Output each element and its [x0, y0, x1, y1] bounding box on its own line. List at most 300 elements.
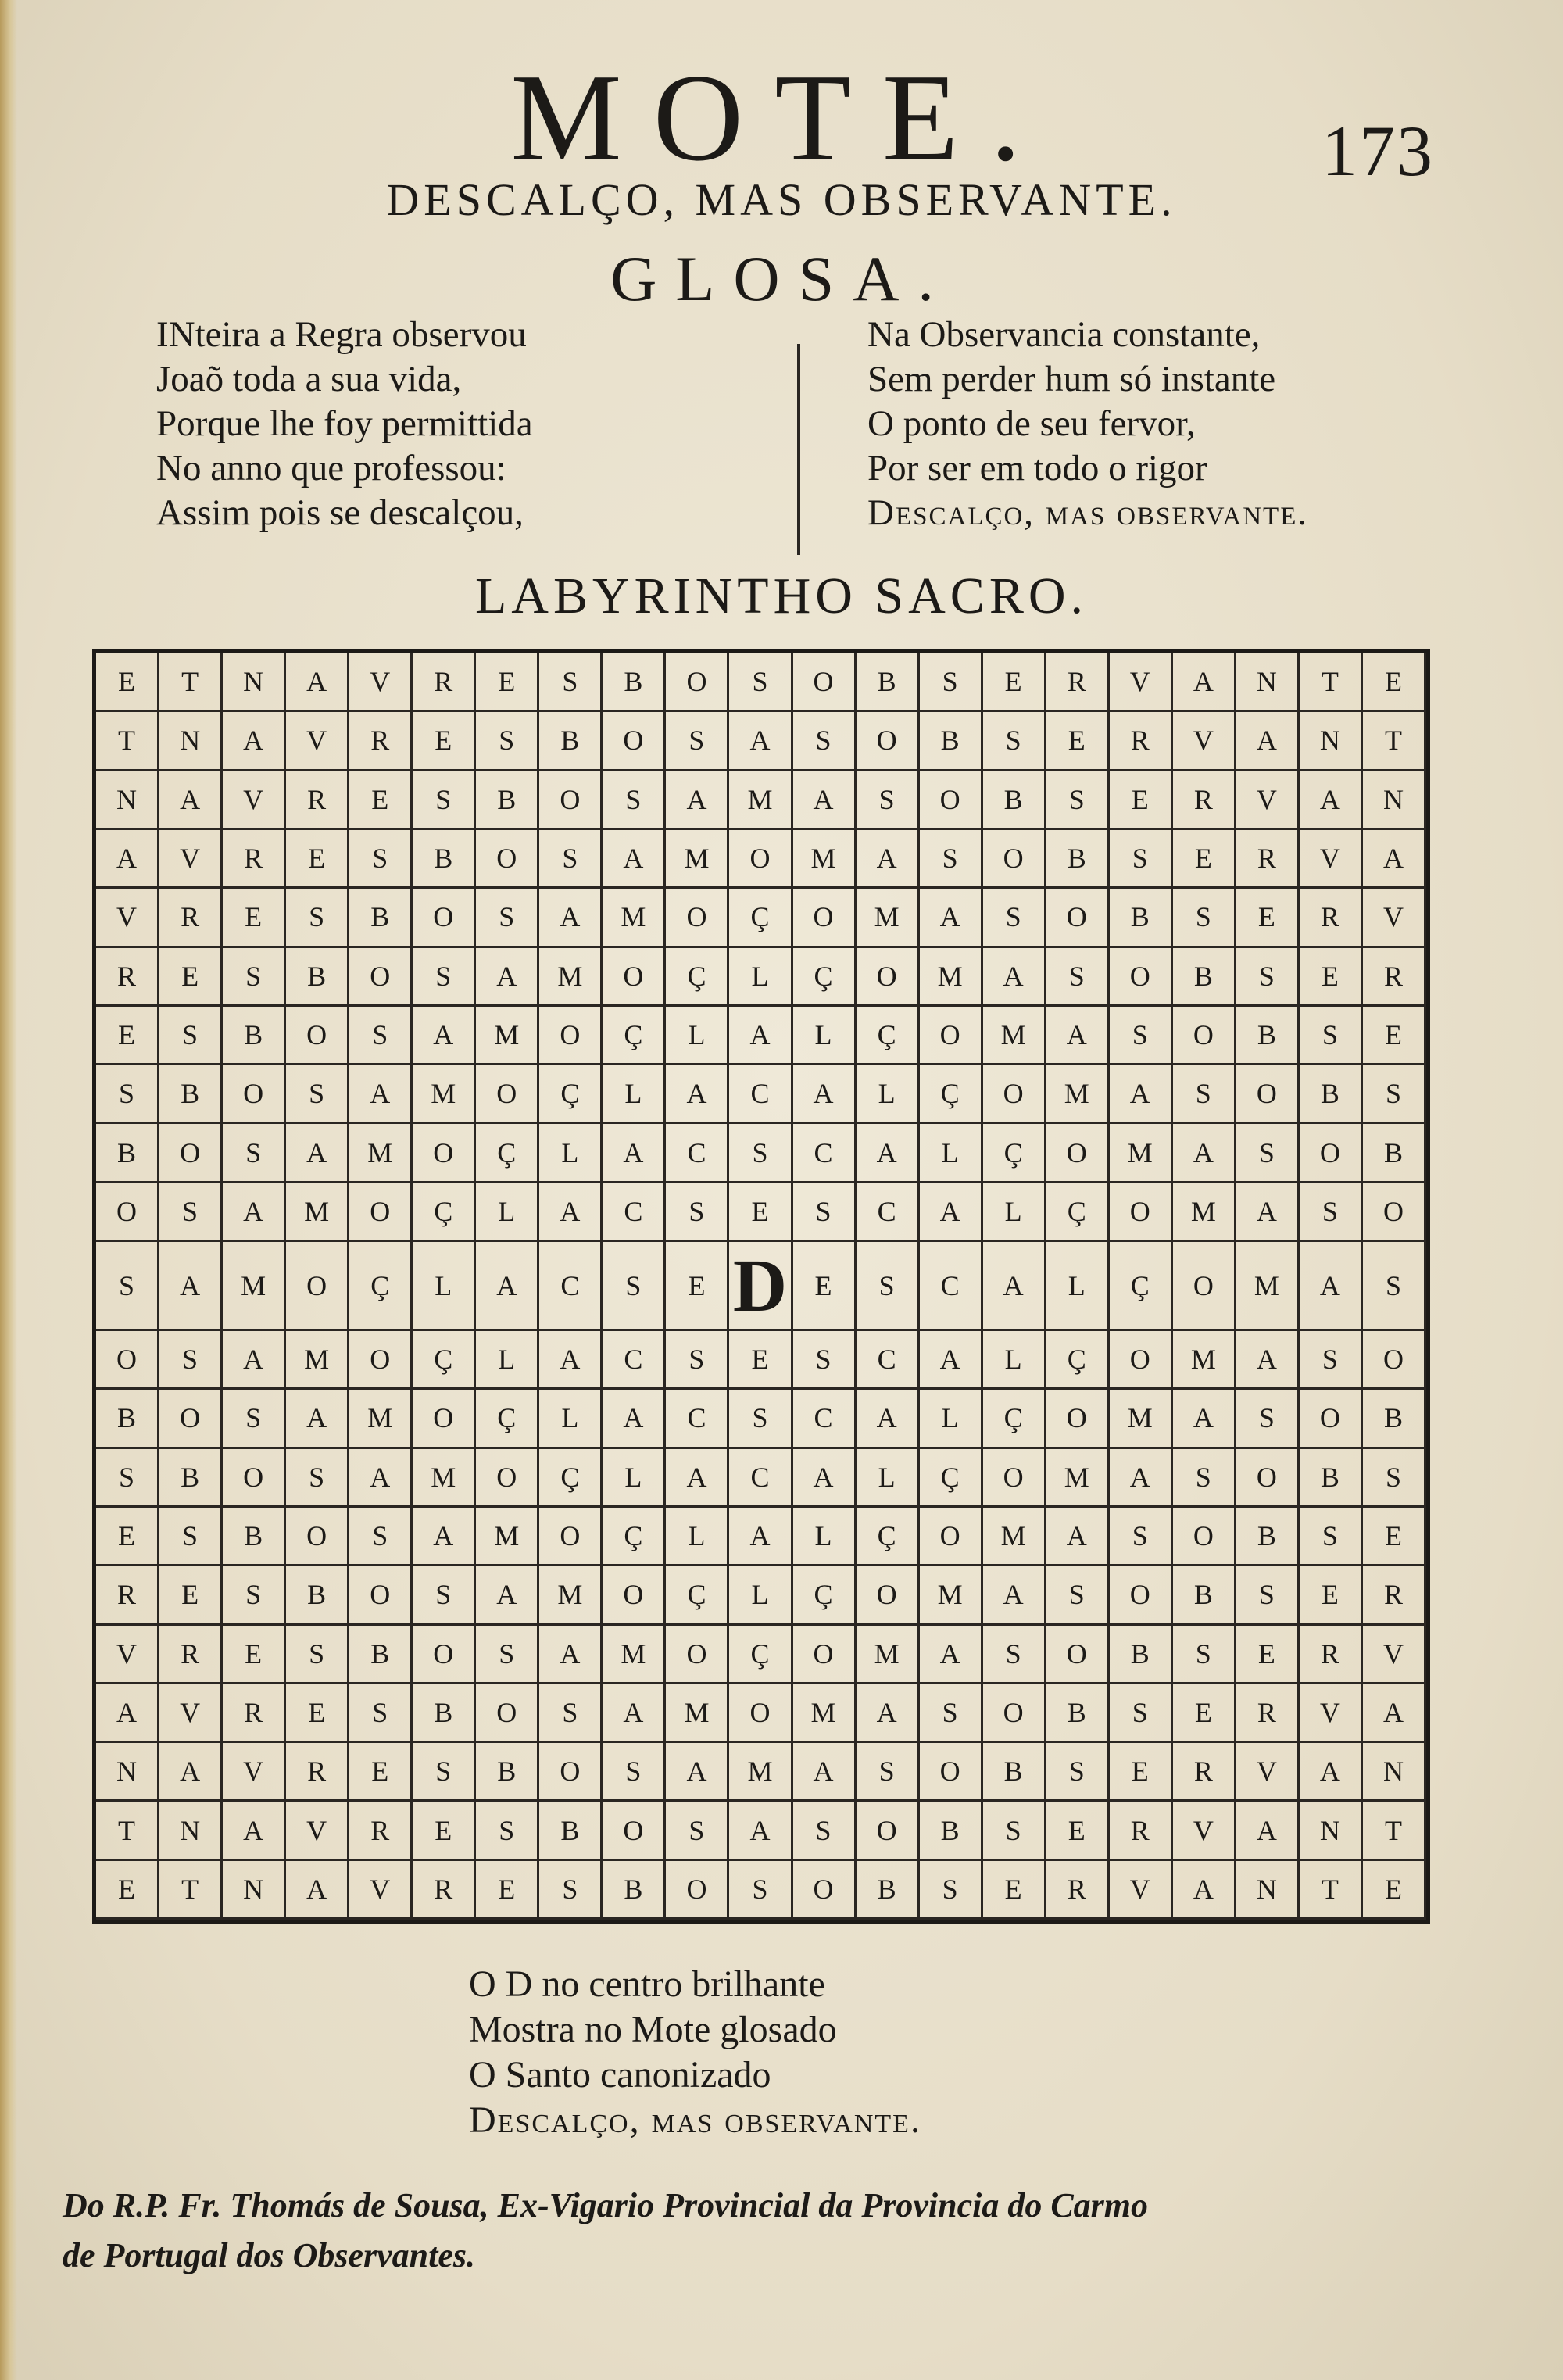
labyrinth-cell: M [476, 1508, 539, 1566]
labyrinth-cell: O [793, 889, 857, 947]
labyrinth-cell: O [413, 1124, 476, 1183]
labyrinth-cell: E [476, 1861, 539, 1920]
labyrinth-cell: Ç [793, 948, 857, 1007]
labyrinth-cell: A [857, 830, 920, 889]
labyrinth-cell: B [223, 1007, 286, 1065]
labyrinth-cell: S [1236, 1566, 1300, 1625]
labyrinth-cell: V [1173, 712, 1236, 771]
labyrinth-cell: O [793, 653, 857, 712]
labyrinth-cell: M [729, 771, 792, 830]
labyrinth-cell: A [1046, 1508, 1110, 1566]
labyrinth-cell: Ç [476, 1390, 539, 1448]
labyrinth-cell: N [1236, 653, 1300, 712]
labyrinth-cell: R [286, 771, 349, 830]
labyrinth-cell: V [1236, 1743, 1300, 1802]
labyrinth-cell: B [159, 1449, 223, 1508]
labyrinth-cell: R [96, 1566, 159, 1625]
labyrinth-cell: O [413, 889, 476, 947]
labyrinth-cell: S [286, 1065, 349, 1124]
labyrinth-cell: O [666, 1861, 729, 1920]
labyrinth-cell: M [983, 1007, 1046, 1065]
labyrinth-cell: E [983, 653, 1046, 712]
labyrinth-cell: S [857, 1242, 920, 1331]
labyrinth-cell: O [1046, 889, 1110, 947]
labyrinth-cell: S [666, 1802, 729, 1860]
labyrinth-cell: A [603, 1684, 666, 1743]
labyrinth-cell: L [603, 1449, 666, 1508]
labyrinth-cell: B [1236, 1508, 1300, 1566]
labyrinth-cell: O [983, 830, 1046, 889]
labyrinth-cell: N [223, 653, 286, 712]
labyrinth-cell: E [1363, 653, 1426, 712]
labyrinth-cell: O [539, 1743, 603, 1802]
labyrinth-cell: E [286, 1684, 349, 1743]
labyrinth-cell: B [983, 771, 1046, 830]
labyrinth-cell: S [1363, 1065, 1426, 1124]
labyrinth-cell: S [476, 1802, 539, 1860]
labyrinth-cell: O [1046, 1626, 1110, 1684]
labyrinth-cell: E [1046, 712, 1110, 771]
labyrinth-cell: A [349, 1449, 413, 1508]
labyrinth-cell: O [476, 830, 539, 889]
labyrinth-cell: A [159, 1743, 223, 1802]
labyrinth-cell: T [1300, 1861, 1363, 1920]
labyrinth-cell: O [1046, 1390, 1110, 1448]
labyrinth-cell: S [793, 1802, 857, 1860]
labyrinth-cell: A [286, 1861, 349, 1920]
labyrinth-cell: E [96, 1861, 159, 1920]
labyrinth-cell: O [603, 1566, 666, 1625]
labyrinth-cell: S [96, 1242, 159, 1331]
labyrinth-cell: S [983, 712, 1046, 771]
labyrinth-cell: A [666, 1449, 729, 1508]
labyrinth-cell: R [1300, 1626, 1363, 1684]
labyrinth-cell: V [286, 712, 349, 771]
labyrinth-cell: A [793, 1449, 857, 1508]
labyrinth-cell: A [857, 1684, 920, 1743]
labyrinth-cell: E [1300, 948, 1363, 1007]
labyrinth-cell: A [1300, 771, 1363, 830]
labyrinth-cell: M [1110, 1124, 1173, 1183]
labyrinth-cell: O [159, 1124, 223, 1183]
labyrinth-cell: V [96, 889, 159, 947]
labyrinth-cell: O [983, 1449, 1046, 1508]
labyrinth-cell: B [159, 1065, 223, 1124]
labyrinth-cell: V [1363, 1626, 1426, 1684]
labyrinth-cell: S [1236, 1124, 1300, 1183]
labyrinth-cell: A [1300, 1242, 1363, 1331]
labyrinth-cell: A [96, 1684, 159, 1743]
labyrinth-cell: A [1236, 1802, 1300, 1860]
labyrinth-cell: S [223, 1390, 286, 1448]
labyrinth-cell: A [159, 771, 223, 830]
labyrinth-cell: R [413, 653, 476, 712]
labyrinth-cell: E [1300, 1566, 1363, 1625]
labyrinth-cell: Ç [539, 1449, 603, 1508]
labyrinth-cell: O [1110, 948, 1173, 1007]
labyrinth-cell: L [666, 1508, 729, 1566]
labyrinth-cell: S [96, 1449, 159, 1508]
labyrinth-cell: S [476, 889, 539, 947]
labyrinth-cell: A [729, 712, 792, 771]
labyrinth-cell: R [1236, 1684, 1300, 1743]
labyrinth-cell: M [793, 1684, 857, 1743]
labyrinth-cell: B [539, 712, 603, 771]
labyrinth-cell: O [793, 1861, 857, 1920]
labyrinth-cell: Ç [539, 1065, 603, 1124]
labyrinth-cell: M [793, 830, 857, 889]
labyrinth-cell: S [983, 889, 1046, 947]
labyrinth-cell: S [539, 1684, 603, 1743]
mote-title: MOTE. [510, 48, 1053, 187]
labyrinth-cell: M [1236, 1242, 1300, 1331]
labyrinth-cell: O [857, 948, 920, 1007]
labyrinth-cell: A [286, 1390, 349, 1448]
labyrinth-cell: S [983, 1802, 1046, 1860]
labyrinth-cell: N [96, 1743, 159, 1802]
labyrinth-cell: A [1236, 712, 1300, 771]
labyrinth-cell: O [1110, 1566, 1173, 1625]
glosa-right-stanza [867, 313, 1430, 535]
labyrinth-cell: M [666, 1684, 729, 1743]
attribution [63, 2181, 1469, 2281]
labyrinth-cell: O [223, 1065, 286, 1124]
labyrinth-cell: A [666, 1743, 729, 1802]
labyrinth-cell: A [96, 830, 159, 889]
labyrinth-cell: O [1173, 1508, 1236, 1566]
labyrinth-cell: B [1173, 1566, 1236, 1625]
labyrinth-cell: E [413, 712, 476, 771]
labyrinth-cell: S [666, 1331, 729, 1390]
labyrinth-cell: E [223, 889, 286, 947]
labyrinth-cell: M [349, 1390, 413, 1448]
labyrinth-cell: B [1236, 1007, 1300, 1065]
labyrinth-cell: B [223, 1508, 286, 1566]
labyrinth-cell: S [1173, 1626, 1236, 1684]
labyrinth-cell: O [920, 1508, 983, 1566]
labyrinth-cell: M [413, 1065, 476, 1124]
labyrinth-cell: S [476, 712, 539, 771]
labyrinth-cell: E [413, 1802, 476, 1860]
labyrinth-cell: A [286, 653, 349, 712]
labyrinth-cell: O [729, 1684, 792, 1743]
labyrinth-cell: O [666, 653, 729, 712]
labyrinth-cell: O [857, 1802, 920, 1860]
labyrinth-cell: A [603, 830, 666, 889]
labyrinth-cell: B [476, 771, 539, 830]
labyrinth-cell: A [223, 1802, 286, 1860]
labyrinth-cell: A [1110, 1065, 1173, 1124]
labyrinth-cell: M [349, 1124, 413, 1183]
labyrinth-cell: A [920, 1331, 983, 1390]
labyrinth-cell: C [857, 1183, 920, 1242]
labyrinth-cell: C [857, 1331, 920, 1390]
labyrinth-cell: O [413, 1626, 476, 1684]
labyrinth-cell: O [349, 1183, 413, 1242]
labyrinth-cell: A [1236, 1331, 1300, 1390]
labyrinth-cell: E [729, 1331, 792, 1390]
verse-line: O D no centro brilhante [469, 1963, 825, 2005]
labyrinth-cell: E [1173, 1684, 1236, 1743]
labyrinth-cell: S [1046, 948, 1110, 1007]
labyrinth-cell: S [603, 771, 666, 830]
labyrinth-cell: L [793, 1508, 857, 1566]
labyrinth-cell: A [476, 948, 539, 1007]
labyrinth-cell: S [1110, 1007, 1173, 1065]
labyrinth-cell: Ç [476, 1124, 539, 1183]
labyrinth-cell: O [1173, 1242, 1236, 1331]
labyrinth-cell: E [1046, 1802, 1110, 1860]
labyrinth-cell: E [1363, 1508, 1426, 1566]
labyrinth-cell: E [1110, 1743, 1173, 1802]
labyrinth-cell: R [1110, 1802, 1173, 1860]
labyrinth-cell: S [159, 1183, 223, 1242]
labyrinth-cell: B [1110, 889, 1173, 947]
labyrinth-cell: A [1173, 1390, 1236, 1448]
verse-line: Mostra no Mote glosado [469, 2009, 837, 2050]
labyrinth-cell: S [729, 1124, 792, 1183]
labyrinth-cell: O [223, 1449, 286, 1508]
labyrinth-cell: T [96, 712, 159, 771]
labyrinth-cell: R [96, 948, 159, 1007]
labyrinth-cell: S [96, 1065, 159, 1124]
labyrinth-cell: A [223, 712, 286, 771]
labyrinth-cell: B [1110, 1626, 1173, 1684]
labyrinth-cell: A [983, 1566, 1046, 1625]
labyrinth-cell: S [1173, 889, 1236, 947]
labyrinth-cell: B [1046, 1684, 1110, 1743]
labyrinth-cell: O [1046, 1124, 1110, 1183]
labyrinth-cell: L [413, 1242, 476, 1331]
labyrinth-cell: S [1300, 1007, 1363, 1065]
labyrinth-cell: E [1236, 1626, 1300, 1684]
labyrinth-cell: A [983, 1242, 1046, 1331]
labyrinth-cell: C [539, 1242, 603, 1331]
labyrinth-cell: O [603, 1802, 666, 1860]
labyrinth-cell: O [983, 1065, 1046, 1124]
labyrinth-cell: S [159, 1007, 223, 1065]
labyrinth-cell: S [920, 653, 983, 712]
labyrinth-cell: S [539, 653, 603, 712]
labyrinth-cell: E [286, 830, 349, 889]
labyrinth-cell: O [286, 1508, 349, 1566]
labyrinth-cell: L [983, 1183, 1046, 1242]
labyrinth-cell: L [920, 1124, 983, 1183]
labyrinth-cell: E [1363, 1007, 1426, 1065]
labyrinth-cell: O [1236, 1065, 1300, 1124]
labyrinth-cell: O [666, 889, 729, 947]
labyrinth-cell: O [476, 1449, 539, 1508]
labyrinth-cell: S [603, 1242, 666, 1331]
labyrinth-cell: N [223, 1861, 286, 1920]
labyrinth-cell: B [983, 1743, 1046, 1802]
labyrinth-cell: O [920, 1743, 983, 1802]
labyrinth-cell: V [349, 653, 413, 712]
labyrinth-cell: L [793, 1007, 857, 1065]
labyrinth-cell: E [349, 771, 413, 830]
page-number: 173 [1322, 111, 1434, 191]
labyrinth-cell: A [539, 1626, 603, 1684]
labyrinth-cell: O [539, 1007, 603, 1065]
labyrinth-cell: E [96, 1508, 159, 1566]
labyrinth-cell: O [286, 1242, 349, 1331]
labyrinth-cell: L [729, 1566, 792, 1625]
verse-line: INteira a Regra observou [156, 314, 527, 355]
labyrinth-cell: A [159, 1242, 223, 1331]
labyrinth-cell: S [1173, 1449, 1236, 1508]
labyrinth-cell: O [983, 1684, 1046, 1743]
labyrinth-cell: Ç [603, 1007, 666, 1065]
labyrinth-cell: O [1363, 1183, 1426, 1242]
verse-line: Assim pois se descalçou, [156, 492, 524, 533]
labyrinth-cell: S [857, 1743, 920, 1802]
labyrinth-cell: M [603, 1626, 666, 1684]
labyrinth-cell: E [1236, 889, 1300, 947]
labyrinth-cell: V [1236, 771, 1300, 830]
labyrinth-cell: R [413, 1861, 476, 1920]
labyrinth-cell: B [1363, 1390, 1426, 1448]
labyrinth-cell: S [666, 712, 729, 771]
labyrinth-cell: R [1173, 1743, 1236, 1802]
labyrinth-cell: S [349, 1007, 413, 1065]
labyrinth-cell: A [286, 1124, 349, 1183]
labyrinth-cell: R [1046, 653, 1110, 712]
labyrinth-cell: O [920, 771, 983, 830]
labyrinth-cell: A [223, 1183, 286, 1242]
labyrinth-cell: L [857, 1449, 920, 1508]
labyrinth-cell: Ç [1046, 1183, 1110, 1242]
labyrinth-cell: R [159, 1626, 223, 1684]
labyrinth-cell: R [1046, 1861, 1110, 1920]
glosa-left-stanza [156, 313, 789, 535]
closing-verse [469, 1962, 921, 2143]
labyrinth-cell: M [666, 830, 729, 889]
labyrinth-cell: E [983, 1861, 1046, 1920]
verse-line: Joaõ toda a sua vida, [156, 359, 462, 399]
labyrinth-cell: S [793, 1331, 857, 1390]
labyrinth-cell: L [476, 1331, 539, 1390]
labyrinth-cell: E [159, 948, 223, 1007]
labyrinth-cell: E [349, 1743, 413, 1802]
labyrinth-title: LABYRINTHO SACRO. [474, 567, 1089, 625]
labyrinth-cell: S [349, 830, 413, 889]
labyrinth-cell: M [286, 1331, 349, 1390]
labyrinth-cell: T [1363, 1802, 1426, 1860]
labyrinth-cell: Ç [603, 1508, 666, 1566]
labyrinth-cell: M [286, 1183, 349, 1242]
labyrinth-cell: A [1236, 1183, 1300, 1242]
labyrinth-cell: S [1046, 1566, 1110, 1625]
labyrinth-cell: B [476, 1743, 539, 1802]
labyrinth-cell: B [1173, 948, 1236, 1007]
labyrinth-cell: L [603, 1065, 666, 1124]
labyrinth-cell: C [666, 1390, 729, 1448]
labyrinth-cell: M [857, 1626, 920, 1684]
labyrinth-cell: T [1363, 712, 1426, 771]
labyrinth-cell: A [1363, 830, 1426, 889]
labyrinth-cell: S [539, 830, 603, 889]
labyrinth-cell: A [539, 889, 603, 947]
attribution-line: de Portugal dos Observantes. [63, 2236, 475, 2274]
labyrinth-cell: B [1363, 1124, 1426, 1183]
verse-line: O ponto de seu fervor, [867, 403, 1196, 444]
labyrinth-cell: Ç [920, 1065, 983, 1124]
labyrinth-cell: O [96, 1331, 159, 1390]
labyrinth-cell: M [603, 889, 666, 947]
labyrinth-cell: Ç [1046, 1331, 1110, 1390]
labyrinth-cell: S [286, 1626, 349, 1684]
labyrinth-cell: S [666, 1183, 729, 1242]
labyrinth-cell: M [920, 948, 983, 1007]
labyrinth-cell: A [476, 1242, 539, 1331]
labyrinth-cell: O [349, 948, 413, 1007]
labyrinth-cell: S [920, 1861, 983, 1920]
labyrinth-cell: A [666, 771, 729, 830]
labyrinth-cell: M [1110, 1390, 1173, 1448]
labyrinth-cell: O [1300, 1390, 1363, 1448]
labyrinth-cell: S [286, 889, 349, 947]
labyrinth-cell: S [1173, 1065, 1236, 1124]
labyrinth-cell: S [793, 712, 857, 771]
labyrinth-cell: S [920, 830, 983, 889]
labyrinth-cell: R [1110, 712, 1173, 771]
labyrinth-cell: R [223, 830, 286, 889]
labyrinth-cell: A [983, 948, 1046, 1007]
labyrinth-cell: S [413, 771, 476, 830]
labyrinth-cell: S [1300, 1331, 1363, 1390]
labyrinth-cell: S [1046, 771, 1110, 830]
labyrinth-cell: C [603, 1183, 666, 1242]
labyrinth-cell: V [1110, 1861, 1173, 1920]
labyrinth-cell: R [1363, 1566, 1426, 1625]
labyrinth-cell: A [413, 1007, 476, 1065]
labyrinth-cell: O [96, 1183, 159, 1242]
labyrinth-cell: B [413, 1684, 476, 1743]
labyrinth-cell: Ç [857, 1007, 920, 1065]
labyrinth-cell: S [1363, 1242, 1426, 1331]
labyrinth-cell: S [1110, 1508, 1173, 1566]
labyrinth-cell: B [1046, 830, 1110, 889]
labyrinth-cell: O [603, 712, 666, 771]
labyrinth-cell: S [223, 1566, 286, 1625]
labyrinth-cell: B [349, 889, 413, 947]
labyrinth-cell: N [1363, 1743, 1426, 1802]
labyrinth-cell: L [920, 1390, 983, 1448]
labyrinth-cell: O [729, 830, 792, 889]
labyrinth-cell: V [223, 1743, 286, 1802]
labyrinth-cell: B [857, 1861, 920, 1920]
labyrinth-cell: O [159, 1390, 223, 1448]
labyrinth-cell: B [96, 1124, 159, 1183]
labyrinth-cell: V [1110, 653, 1173, 712]
labyrinth-cell: R [1363, 948, 1426, 1007]
labyrinth-cell: V [1300, 830, 1363, 889]
labyrinth-cell: S [983, 1626, 1046, 1684]
labyrinth-cell: M [1173, 1331, 1236, 1390]
verse-line: Na Observancia constante, [867, 314, 1261, 355]
labyrinth-cell: N [159, 1802, 223, 1860]
labyrinth-cell: S [1046, 1743, 1110, 1802]
labyrinth-cell: S [1110, 1684, 1173, 1743]
labyrinth-cell: S [603, 1743, 666, 1802]
labyrinth-cell: B [349, 1626, 413, 1684]
labyrinth-cell: T [1300, 653, 1363, 712]
labyrinth-cell: C [603, 1331, 666, 1390]
labyrinth-cell: A [603, 1124, 666, 1183]
labyrinth-cell: Ç [920, 1449, 983, 1508]
labyrinth-cell: Ç [666, 948, 729, 1007]
labyrinth-cell: B [286, 948, 349, 1007]
